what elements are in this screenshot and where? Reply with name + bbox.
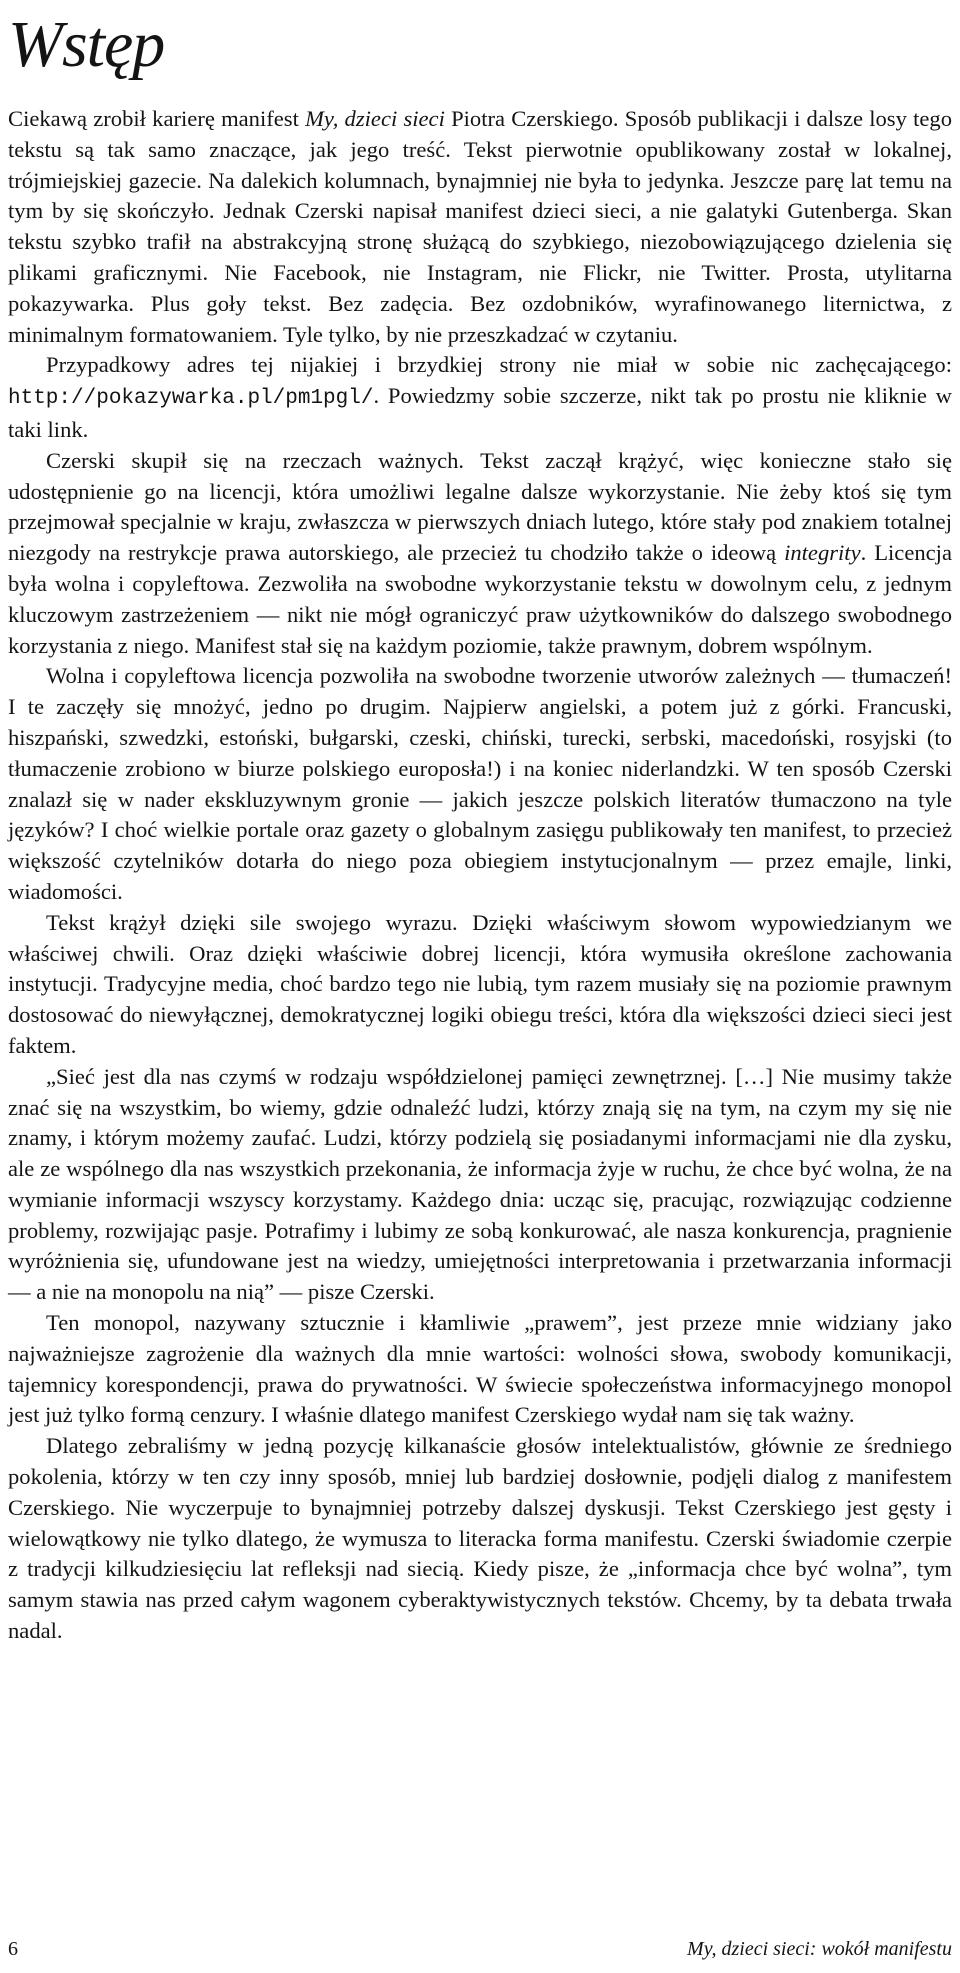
integrity-emphasis: integrity <box>784 540 861 566</box>
paragraph-3 <box>8 446 952 662</box>
paragraph-1-lead: Ciekawą zrobił karierę manifest <box>8 106 306 131</box>
paragraph-7: Ten monopol, nazywany sztucznie i kłamliwie „prawem”, jest przeze mnie widziany jako najważniejsze zagrożenie dla ważnych dla mnie wartości: wolności słowa, swobody komunikacji, tajemnicy korespondencji, prawa do prywatności. W świecie społeczeństwa informacyjnego monopol jest już tylko formą cenzury. I właśnie dlatego manifest Czerskiego wydał nam się tak ważny. <box>8 1310 952 1428</box>
chapter-title: Wstęp <box>8 8 165 81</box>
paragraph-6-quote: „Sieć jest dla nas czymś w rodzaju współdzielonej pamięci zewnętrznej. […] Nie musimy także znać się na wszystkim, bo wiemy, gdzie odnaleźć ludzi, którzy znają się na tym, na czym my się nie znamy, i którym możemy zaufać. Ludzi, którzy podzielą się posiadanymi informacjami nie dla zysku, ale ze wspólnego dla nas wszystkich przekonania, że informacja żyje w ruchu, że chce być wolna, że na wymianie informacji wszyscy korzystamy. Każdego dnia: ucząc się, pracując, rozwiązując codzienne problemy, rozwijając pasje. Potrafimy i lubimy ze sobą konkurować, ale nasza konkurencja, pragnienie wyróżnienia się, ufundowane jest na wiedzy, umiejętności interpretowania i przetwarzania informacji — a nie na monopolu na nią” — pisze Czerski. <box>8 1063 952 1305</box>
paragraph-4: Wolna i copyleftowa licencja pozwoliła na swobodne tworzenie utworów zależnych — tłumaczeń! I te zaczęły się mnożyć, jedno po drugim. Najpierw angielski, a potem już z górki. Francuski, hiszpański, szwedzki, estoński, bułgarski, czeski, chiński, turecki, serbski, macedoński, rosyjski (to tłumaczenie zrobiono w biurze polskiego europosła!) i na koniec niderlandzki. W ten sposób Czerski znalazł się w nader ekskluzywnym gronie — jakich jeszcze polskich literatów tłumaczono na tyle języków? I choć wielkie portale oraz gazety o globalnym zasięgu publikowały ten manifest, to przecież większość czytelników dotarła do niego poza obiegiem instytucjonalnym — przez emajle, linki, wiadomości. <box>8 663 952 904</box>
chapter-body <box>8 104 952 1647</box>
pokazywarka-url: http://pokazywarka.pl/pm1pgl/ <box>8 387 374 411</box>
running-title: My, dzieci sieci: wokół manifestu <box>687 1938 952 1960</box>
page-footer <box>8 1934 952 1964</box>
paragraph-2-tail: . Powiedzmy sobie szczerze, nikt tak po prostu nie kliknie w taki link. <box>8 383 952 442</box>
paragraph-8: Dlatego zebraliśmy w jedną pozycję kilkanaście głosów intelektualistów, głównie ze średniego pokolenia, którzy w ten czy inny sposób, mniej lub bardziej dosłownie, podjęli dialog z manifestem Czerskiego. Nie wyczerpuje to bynajmniej potrzeby dalszej dyskusji. Tekst Czerskiego jest gęsty i wielowątkowy nie tylko dlatego, że wymusza to literacka forma manifestu. Czerski świadomie czerpie z tradycji kilkudziesięciu lat refleksji nad siecią. Kiedy pisze, że „informacja chce być wolna”, tym samym stawia nas przed całym wagonem cyberaktywistycznych tekstów. Chcemy, by ta debata trwała nadal. <box>8 1433 952 1644</box>
paragraph-1-tail: Piotra Czerskiego. Sposób publikacji i dalsze losy tego tekstu są tak samo znaczące, jak jego treść. Tekst pierwotnie opublikowany został w lokalnej, trójmiejskiej gazecie. Na dalekich kolumnach, bynajmniej nie była to jedynka. Jeszcze parę lat temu na tym by się skończyło. Jednak Czerski napisał manifest dzieci sieci, a nie galatyki Gutenberga. Skan tekstu szybko trafił na abstrakcyjną stronę służącą do szybkiego, niezobowiązującego dzielenia się plikami graficznymi. Nie Facebook, nie Instagram, nie Flickr, nie Twitter. Prosta, utylitarna pokazywarka. Plus goły tekst. Bez zadęcia. Bez ozdobników, wyrafinowanego liternictwa, z minimalnym formatowaniem. Tyle tylko, by nie przeszkadzać w czytaniu. <box>8 106 952 347</box>
page-number: 6 <box>8 1938 18 1960</box>
paragraph-3-tail: . Licencja była wolna i copyleftowa. Zezwoliła na swobodne wykorzystanie tekstu w dowolnym celu, z jednym kluczowym zastrzeżeniem — nikt nie mógł ograniczyć praw użytkowników do dalszego swobodnego korzystania z niego. Manifest stał się na każdym poziomie, także prawnym, dobrem wspólnym. <box>8 540 952 658</box>
paragraph-1 <box>8 104 952 350</box>
paragraph-2-lead: Przypadkowy adres tej nijakiej i brzydkiej strony nie miał w sobie nic zachęcającego: <box>46 352 952 378</box>
manifest-title-emphasis: My, dzieci sieci <box>305 106 445 131</box>
paragraph-5: Tekst krążył dzięki sile swojego wyrazu. Dzięki właściwym słowom wypowiedzianym we właściwej chwili. Oraz dzięki właściwie dobrej licencji, która wymusiła określone zachowania instytucji. Tradycyjne media, choć bardzo tego nie lubią, tym razem musiały się na poziomie prawnym dostosować do niewyłącznej, demokratycznej logiki obiegu treści, która dla większości dzieci sieci jest faktem. <box>8 909 952 1058</box>
paragraph-3-lead: Czerski skupił się na rzeczach ważnych. Tekst zaczął krążyć, więc konieczne stało się udostępnienie go na licencji, która umożliwi legalne dalsze wykorzystanie. Nie żeby ktoś się tym przejmował specjalnie w kraju, zwłaszcza w pierwszych dniach lutego, które stały pod znakiem totalnej niezgody na restrykcje prawa autorskiego, ale przecież tu chodziło także o ideową <box>8 447 952 566</box>
document-page <box>8 0 952 1973</box>
paragraph-2 <box>8 350 952 445</box>
